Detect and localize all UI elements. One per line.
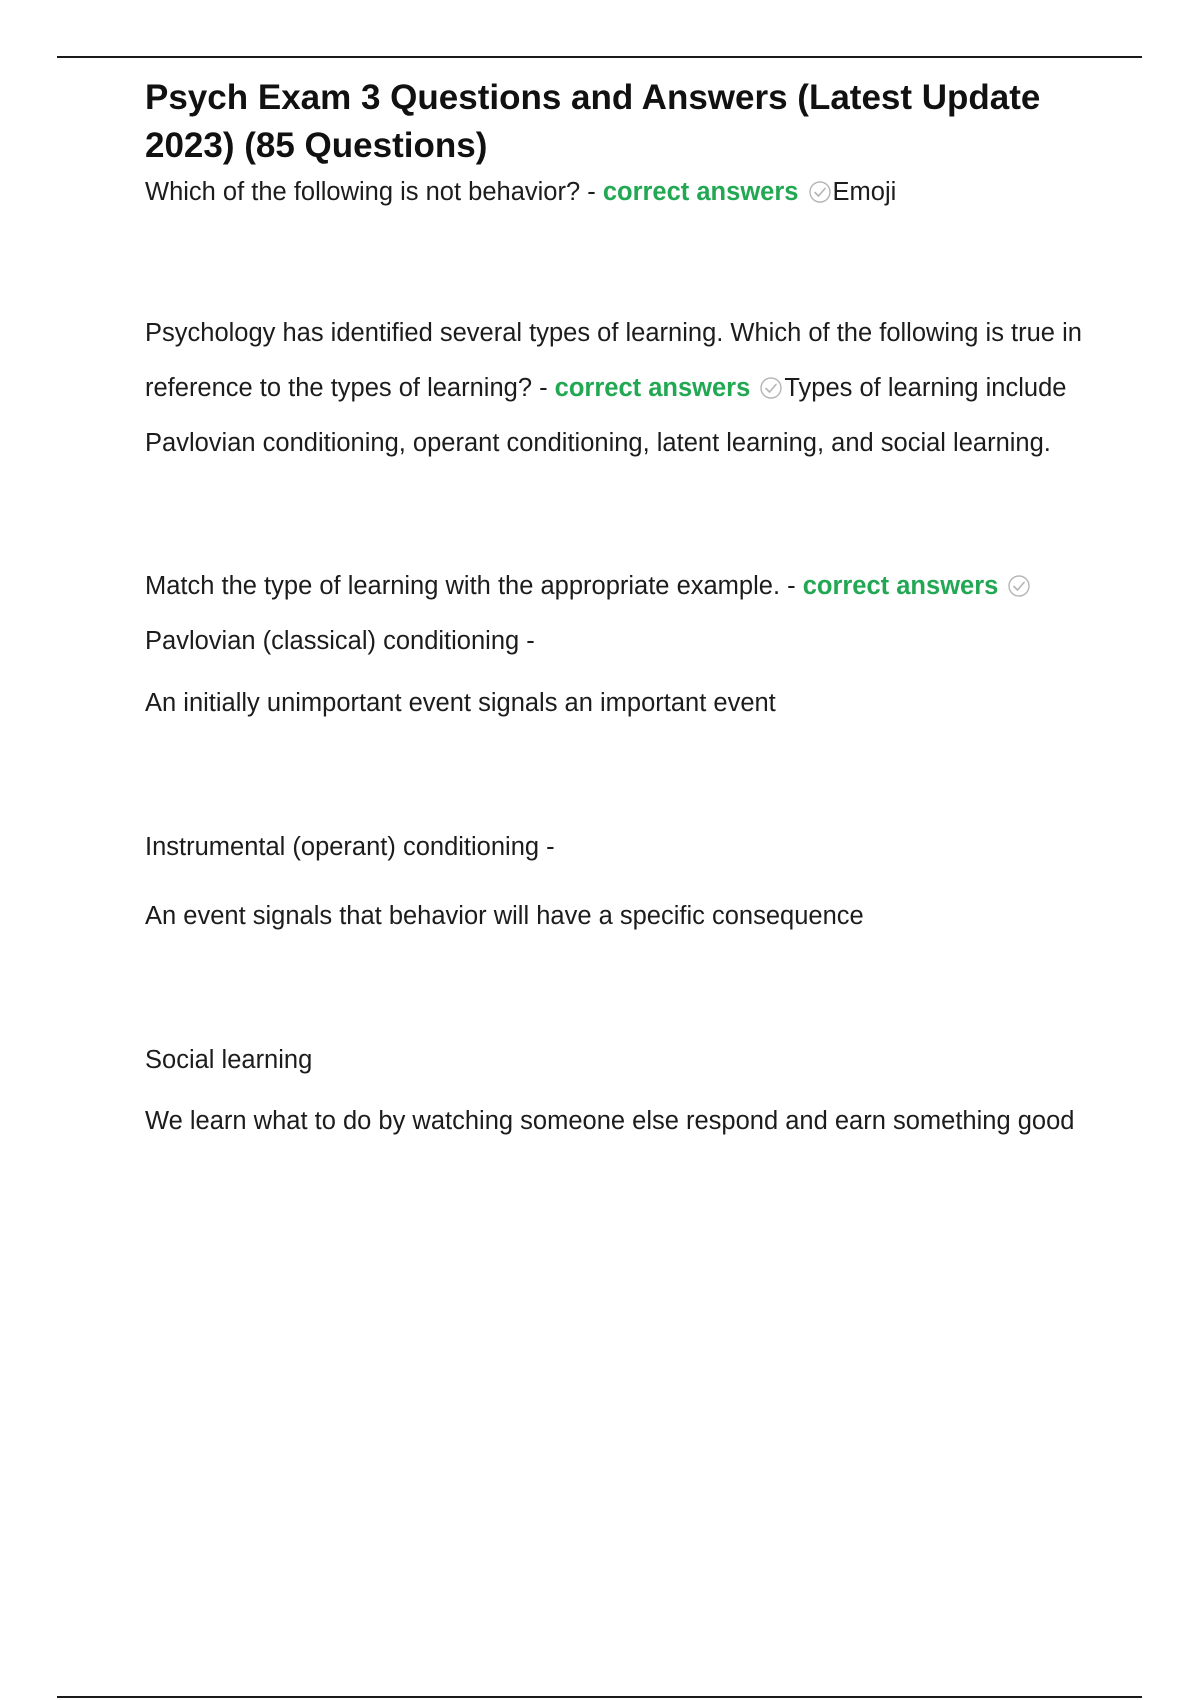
correct-answers-marker: correct answers: [554, 374, 751, 402]
answer-text: Types of learning include Pavlovian conditioning, operant conditioning, latent learning, and social learning.: [145, 374, 1067, 457]
question-text: Which of the following is not behavior? -: [145, 178, 603, 206]
answer-lead: Pavlovian (classical) conditioning -: [145, 627, 535, 655]
correct-answers-marker: correct answers: [802, 572, 999, 600]
answer-line-1: An initially unimportant event signals an important event: [145, 689, 776, 717]
correct-answers-marker: correct answers: [602, 178, 799, 206]
question-text: Match the type of learning with the appropriate example. -: [145, 572, 803, 600]
qa-item-1: [145, 174, 1095, 210]
qa-item-3: [145, 559, 1095, 669]
check-circle-icon: [759, 376, 783, 400]
answer-text: Emoji: [832, 178, 897, 206]
answer-line-5: We learn what to do by watching someone else respond and earn something good: [145, 1107, 1075, 1135]
answer-line-3: An event signals that behavior will have a specific consequence: [145, 902, 864, 930]
document-body: [145, 74, 1095, 1149]
qa-item-2: [145, 306, 1095, 471]
check-circle-icon: [808, 180, 832, 204]
check-circle-icon: [1007, 574, 1031, 598]
top-rule: [57, 56, 1142, 58]
answer-line-4: Social learning: [145, 1046, 313, 1074]
answer-line-2: Instrumental (operant) conditioning -: [145, 833, 555, 861]
bottom-rule: [57, 1696, 1142, 1698]
document-title: Psych Exam 3 Questions and Answers (Latest Update 2023) (85 Questions): [145, 78, 1041, 165]
question-text: Psychology has identified several types of learning. Which of the following is true in reference to the types of learning? -: [145, 319, 1082, 402]
